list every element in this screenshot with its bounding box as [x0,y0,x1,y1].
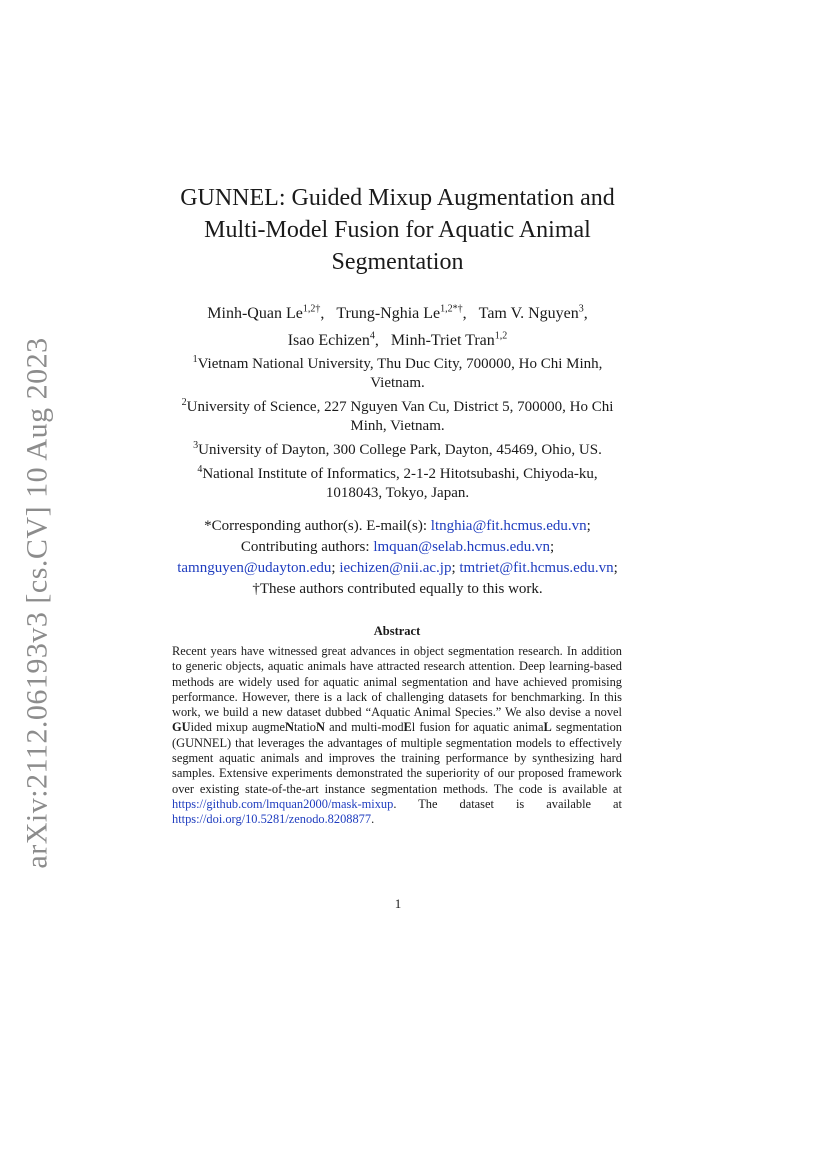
email-link[interactable]: tamnguyen@udayton.edu [177,560,332,576]
arxiv-identifier: arXiv:2112.06193v3 [cs.CV] 10 Aug 2023 [21,337,54,869]
contact-block [140,516,655,600]
page-number: 1 [394,896,402,911]
email-link[interactable]: ltnghia@fit.hcmus.edu.vn [430,518,587,534]
contributing-authors-line: Contributing authors: lmquan@selab.hcmus.edu.vn; [240,539,555,555]
paper-title [140,182,655,278]
title-line: Multi-Model Fusion for Aquatic Animal [204,217,591,243]
code-link[interactable]: https://github.com/lmquan2000/mask-mixup [172,796,394,811]
email-link[interactable]: tmtriet@fit.hcmus.edu.vn [459,560,614,576]
author: Tam V. Nguyen$^3$, [478,304,588,323]
author: Isao Echizen$^4$, [287,330,379,349]
title-line: Segmentation [331,249,464,275]
author: Trung-Nghia $Le^{1,2*\dagger}$, [336,304,467,323]
dataset-link[interactable]: https://doi.org/10.5281/zenodo.8208877 [172,812,372,827]
affiliation-continuation: 1018043, Tokyo, Japan. [325,485,470,501]
author: Minh-Quan $Le^{1,2\dagger}$, [207,304,325,323]
abstract-text: Recent years have witnessed great advances in object segmentation research. In addition to generic objects, aquatic animals have attracted research attention. Deep learning-based methods are widely used for aquatic animal segmentation and have achieved promising performance. However, there is a lack of challenging datasets for benchmarking. In this work, we build a new dataset dubbed “Aquatic Animal Species.” We also devise a novel GUided mixup augmeNtatioN and multi-modEl fusion for aquatic animaL segmentation (GUNNEL) that leverages the advantages of multiple segmentation models to effectively segment aquatic animals and improves the training performance by synthesizing hard samples. Extensive experiments demonstrated the superiority of our proposed framework over existing state-of-the-art instance segmentation methods. The code is available at https://github.com/lmquan2000/mask-mixup. The dataset is available at https://doi.org/10.5281/zenodo.8208877. [172,644,622,827]
affiliation-continuation: Minh, Vietnam. [350,418,445,434]
affiliation: $^4$National Institute of Informatics, 2-1-2 Hitotsubashi, Chiyoda-ku, [197,464,598,482]
corresponding-author-line: *Corresponding author(s). E-mail(s): ltnghia@fit.hcmus.edu.vn; [204,518,591,534]
author-list [140,299,655,352]
affiliation-continuation: Vietnam. [370,375,425,391]
affiliation-list [140,350,655,503]
arxiv-side-stamp [16,337,60,869]
email-link[interactable]: lmquan@selab.hcmus.edu.vn [373,539,551,555]
author: Minh-Triet Tran$^{1,2}$ [390,330,508,349]
affiliation: $^1$Vietnam National University, Thu Duc City, 700000, Ho Chi Minh, [192,354,603,372]
email-link[interactable]: iechizen@nii.ac.jp [339,560,452,576]
contributing-emails-line: tamnguyen@udayton.edu; iechizen@nii.ac.jp; tmtriet@fit.hcmus.edu.vn; [177,560,618,576]
title-line: GUNNEL: Guided Mixup Augmentation and [180,185,615,211]
abstract-heading: Abstract [373,624,421,638]
affiliation: $^3$University of Dayton, 300 College Park, Dayton, 45469, Ohio, US. [193,440,602,458]
affiliation: $^2$University of Science, 227 Nguyen Van Cu, District 5, 700000, Ho Chi [181,397,614,415]
equal-contribution-note: †These authors contributed equally to this work. [252,581,543,597]
